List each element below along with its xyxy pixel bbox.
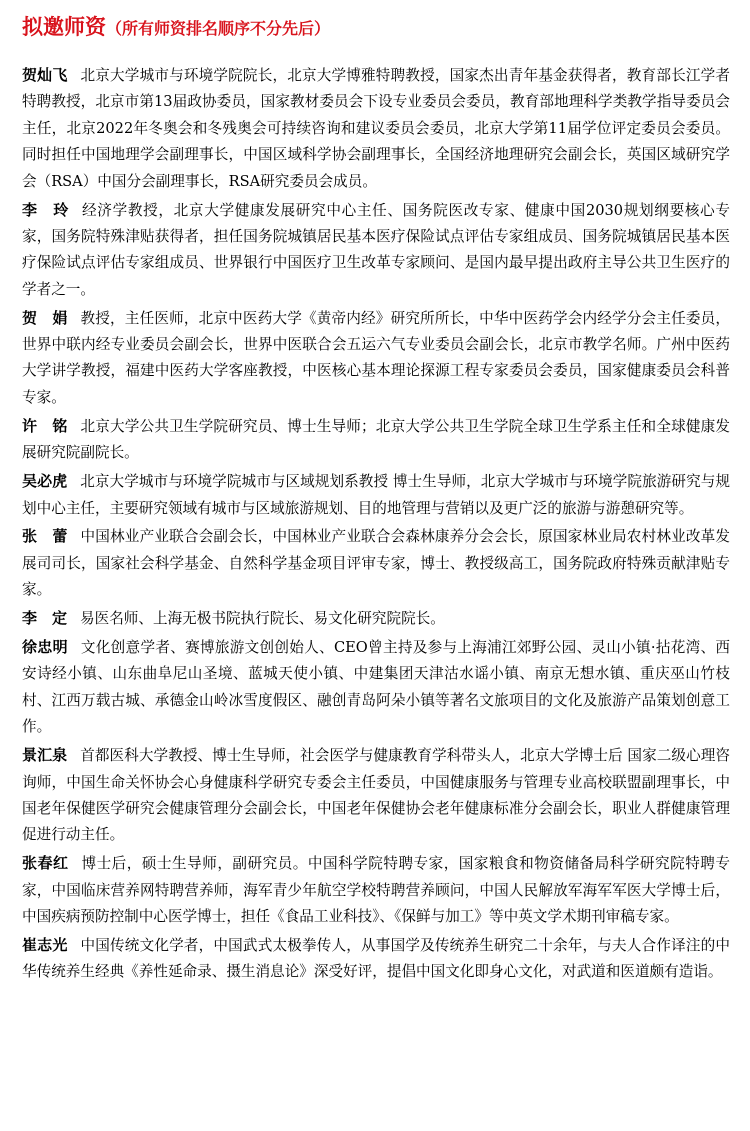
- faculty-name: 许 铭: [22, 416, 68, 435]
- faculty-bio: 博士后，硕士生导师，副研究员。中国科学院特聘专家，国家粮食和物资储备局科学研究院特聘专家，中国临床营养网特聘营养师，海军青少年航空学校特聘营养顾问，中国人民解放军海军军医大学博士后，中国疾病预防控制中心医学博士，担任《食品工业科技》、《保鲜与加工》等中英文学术期刊审稿专家。: [22, 855, 730, 926]
- faculty-bio: 中国林业产业联合会副会长，中国林业产业联合会森林康养分会会长，原国家林业局农村林业改革发展司司长，国家社会科学基金、自然科学基金项目评审专家，博士、教授级高工，国务院政府特殊贡献津贴专家。: [22, 528, 730, 599]
- faculty-entry: [22, 634, 730, 741]
- faculty-bio: 中国传统文化学者，中国武式太极拳传人，从事国学及传统养生研究二十余年，与夫人合作译注的中华传统养生经典《养性延命录、摄生消息论》深受好评，提倡中国文化即身心文化，对武道和医道颇有造诣。: [22, 937, 730, 981]
- faculty-name: 贺灿飞: [22, 66, 68, 84]
- faculty-bio: 经济学教授，北京大学健康发展研究中心主任、国务院医改专家、健康中国2030规划纲要核心专家，国务院特殊津贴获得者，担任国务院城镇居民基本医疗保险试点评估专家组成员、国务院城镇居民基本医疗保险试点评估专家组成员、世界银行中国医疗卫生改革专家顾问、是国内最早提出政府主导公共卫生医疗的学者之一。: [22, 201, 730, 298]
- faculty-name: 李 玲: [22, 200, 70, 219]
- faculty-bio: 易医名师、上海无极书院执行院长、易文化研究院院长。: [80, 610, 445, 628]
- faculty-bio: 文化创意学者、赛博旅游文创创始人、CEO曾主持及参与上海浦江郊野公园、灵山小镇·拈花湾、西安诗经小镇、山东曲阜尼山圣境、蓝城天使小镇、中建集团天津沽水谣小镇、南京无想水镇、重庆巫山竹枝村、江西万载古城、承德金山岭冰雪度假区、融创青岛阿朵小镇等著名文旅项目的文化及旅游产品策划创意工作。: [22, 639, 730, 736]
- faculty-entry: [22, 850, 730, 930]
- faculty-entry: [22, 468, 730, 522]
- faculty-entry: [22, 413, 730, 467]
- faculty-entry: [22, 305, 730, 412]
- faculty-name: 吴必虎: [22, 472, 68, 491]
- heading-title: 拟邀师资: [22, 15, 106, 39]
- page-heading: [22, 6, 730, 46]
- faculty-bio: 北京大学公共卫生学院研究员、博士生导师；北京大学公共卫生学院全球卫生学系主任和全球健康发展研究院副院长。: [22, 417, 730, 462]
- faculty-entry: [22, 742, 730, 849]
- faculty-name: 张春红: [22, 854, 69, 873]
- faculty-bio: 教授，主任医师，北京中医药大学《黄帝内经》研究所所长，中华中医药学会内经学分会主任委员，世界中联内经专业委员会副会长，世界中医联合会五运六气专业委员会副会长，北京市教学名师。广州中医药大学讲学教授，福建中医药大学客座教授，中医核心基本理论探源工程专家委员会委员，国家健康委员会科普专家。: [22, 309, 730, 406]
- faculty-bio: 北京大学城市与环境学院城市与区域规划系教授 博士生导师，北京大学城市与环境学院旅游研究与规划中心主任，主要研究领域有城市与区域旅游规划、目的地管理与营销以及更广泛的旅游与游憩研究等。: [22, 473, 730, 517]
- faculty-name: 张 蕾: [22, 527, 68, 546]
- faculty-entry: [22, 197, 730, 304]
- faculty-list: [22, 62, 730, 986]
- faculty-bio: 首都医科大学教授、博士生导师，社会医学与健康教育学科带头人，北京大学博士后 国家二级心理咨询师，中国生命关怀协会心身健康科学研究专委会主任委员，中国健康服务与管理专业高校联盟副理事长，中国老年保健医学研究会健康管理分会副会长，中国老年保健协会老年健康标准分会副会长，职业人群健康管理促进行动主任。: [22, 747, 730, 844]
- faculty-name: 景汇泉: [22, 746, 68, 765]
- faculty-name: 徐忠明: [22, 638, 68, 657]
- faculty-name: 贺 娟: [22, 308, 68, 327]
- heading-subtitle: （所有师资排名顺序不分先后）: [106, 19, 331, 38]
- faculty-entry: [22, 932, 730, 986]
- faculty-name: 李 定: [22, 609, 68, 628]
- faculty-entry: [22, 62, 730, 195]
- faculty-entry: [22, 523, 730, 603]
- faculty-entry: [22, 605, 730, 632]
- faculty-bio: 北京大学城市与环境学院院长，北京大学博雅特聘教授，国家杰出青年基金获得者，教育部长江学者特聘教授，北京市第13届政协委员，国家教材委员会下设专业委员会委员，教育部地理科学类教学指导委员会主任，北京2022年冬奥会和冬残奥会可持续咨询和建议委员会委员，北京大学第11届学位评定委员会委员。同时担任中国地理学会副理事长，中国区域科学协会副理事长，全国经济地理研究会副会长，英国区域研究学会（RSA）中国分会副理事长，RSA研究委员会成员。: [22, 67, 730, 190]
- faculty-name: 崔志光: [22, 936, 68, 954]
